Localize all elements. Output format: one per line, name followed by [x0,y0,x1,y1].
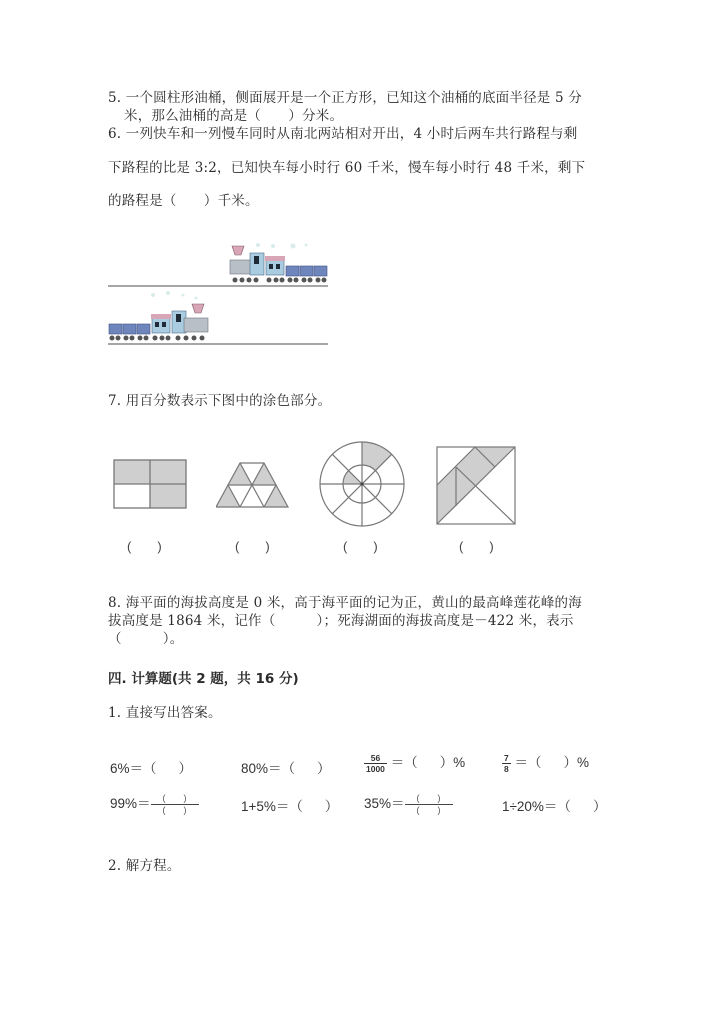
q7-answer-1[interactable]: ( ) [127,539,162,554]
q7-answer-3[interactable]: ( ) [343,539,378,554]
q8-line2: 拔高度是 1864 米，记作（ ）；死海湖面的海拔高度是－422 米，表示 [108,613,574,629]
calc1-item-4: $\frac{7}{8}$ ＝（ ）% [504,752,590,774]
q8-line3: （ ）。 [108,631,184,647]
fraction-7-8: $\frac{7}{8}$ [504,752,509,774]
q6-line3: 的路程是（ ）千米。 [108,193,259,209]
calc1-item-1: 6%＝（ ） [110,761,193,776]
calc1-item-2: 80%＝（ ） [241,761,331,776]
q8-line1: 8. 海平面的海拔高度是 0 米，高于海平面的记为正，黄山的最高峰莲花峰的海 [108,595,582,611]
q5-line1: 5. 一个圆柱形油桶，侧面展开是一个正方形，已知这个油桶的底面半径是 5 分 [108,90,582,106]
fraction-56-1000: $\frac{56}{1000}$ [366,752,385,774]
calc1-item-6: 1+5%＝（ ） [241,799,339,814]
calc1-title: 1. 直接写出答案。 [108,705,222,721]
q5-line2: 米，那么油桶的高是（ ）分米。 [124,108,344,124]
section-4-title: 四. 计算题(共 2 题，共 16 分) [108,671,299,687]
answer-fraction[interactable]: $\frac{( )}{( )}$ [405,793,453,816]
figure-tangram [435,445,517,525]
q7-text: 7. 用百分数表示下图中的涂色部分。 [108,393,332,409]
answer-fraction[interactable]: $\frac{( )}{( )}$ [151,793,199,816]
figure-circle [318,440,406,528]
calc1-item-7: 35%＝ $\frac{( )}{( )}$ [364,792,453,816]
train-top-icon [230,243,327,283]
q6-line1: 6. 一列快车和一列慢车同时从南北两站相对开出，4 小时后两车共行路程与剩 [108,126,578,142]
q7-answer-2[interactable]: ( ) [235,539,270,554]
calc1-item-3: $\frac{56}{1000}$ ＝（ ）% [366,752,466,774]
two-trains-illustration [108,238,330,350]
calc1-item-8: 1÷20%＝（ ） [502,799,607,814]
q7-answer-4[interactable]: ( ) [459,539,494,554]
q6-line2: 下路程的比是 3:2，已知快车每小时行 60 千米，慢车每小时行 48 千米，剩下 [108,160,586,176]
calc1-item-5: 99%＝ $\frac{( )}{( )}$ [110,792,199,816]
calc2-title: 2. 解方程。 [108,858,181,874]
figure-trapezoid [216,461,296,509]
figure-rectangle [112,458,188,510]
train-bottom-icon [109,291,208,341]
